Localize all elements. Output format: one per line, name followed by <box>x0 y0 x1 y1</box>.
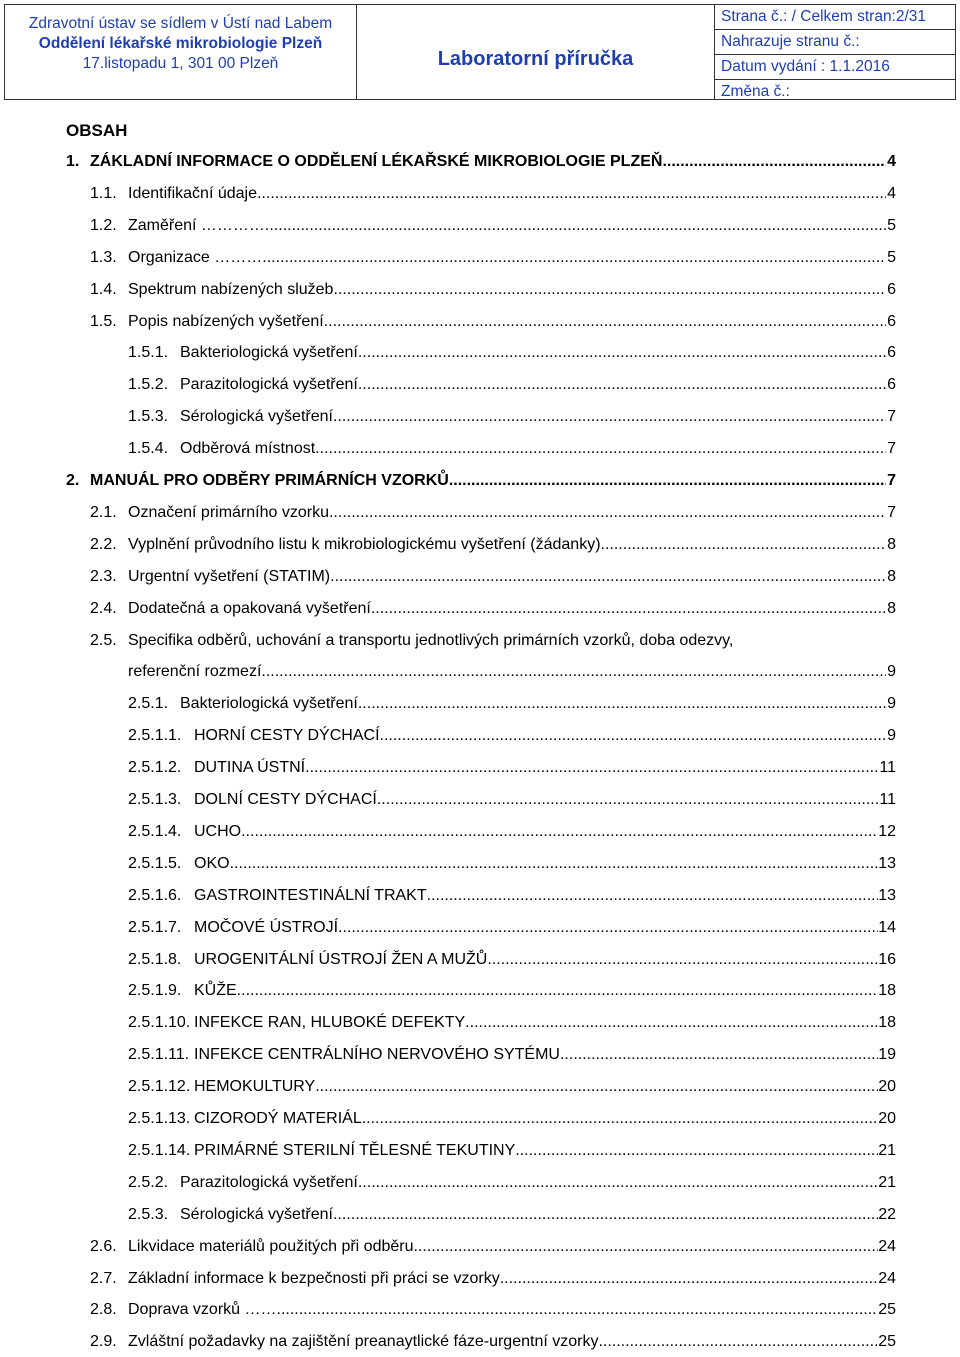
toc-entry[interactable] <box>128 434 896 464</box>
toc-entry-text: Specifika odběrů, uchování a transportu jednotlivých primárních vzorků, doba odezvy, <box>128 631 734 649</box>
toc-page-number: 4 <box>887 184 896 202</box>
toc-entry[interactable] <box>90 1295 896 1325</box>
toc-title: OBSAH <box>66 121 128 140</box>
toc-entry-number: 2.5.1.10. <box>128 1014 191 1032</box>
toc-page-number: 13 <box>878 886 896 904</box>
toc-entry[interactable] <box>128 753 896 783</box>
toc-entry-number: 2.5.1.6. <box>128 886 182 904</box>
toc-entry-number: 2.5.1.14. <box>128 1141 191 1159</box>
toc-entry-number: 1.5.4. <box>128 440 169 458</box>
toc-entry[interactable] <box>66 466 896 496</box>
toc-leader-dots <box>330 562 886 592</box>
toc-entry[interactable] <box>128 1200 896 1230</box>
toc-leader-dots <box>413 1232 878 1262</box>
toc-leader-dots <box>270 179 886 209</box>
toc-leader-dots <box>601 530 886 560</box>
toc-page-number: 24 <box>878 1237 896 1255</box>
toc-leader-dots <box>662 147 886 177</box>
toc-entry[interactable] <box>90 211 896 241</box>
toc-entry-text: Zaměření …………. <box>128 216 270 234</box>
toc-entry-text: referenční rozmezí.. <box>128 663 271 681</box>
meta-page-count: Strana č.: / Celkem stran:2/31 <box>715 5 955 30</box>
toc-leader-dots <box>338 913 878 943</box>
toc-page-number: 22 <box>878 1205 896 1223</box>
toc-entry-text: UCHO <box>194 822 242 840</box>
toc-entry[interactable] <box>90 530 896 560</box>
toc-entry-text: OKO <box>194 854 230 872</box>
toc-entry-number: 1.4. <box>90 280 117 298</box>
toc-entry[interactable] <box>128 657 896 687</box>
toc-entry[interactable] <box>66 147 896 177</box>
toc-page-number: 25 <box>878 1301 896 1319</box>
toc-leader-dots <box>267 243 886 273</box>
toc-page-number: 20 <box>878 1078 896 1096</box>
toc-page-number: 25 <box>878 1333 896 1351</box>
toc-entry[interactable] <box>128 785 896 815</box>
toc-entry[interactable] <box>128 689 896 719</box>
toc-entry-number: 2.5.1.2. <box>128 759 182 777</box>
toc-entry-text: Popis nabízených vyšetření <box>128 312 324 330</box>
toc-entry-text: INFEKCE CENTRÁLNÍHO NERVOVÉHO SYTÉMU <box>194 1046 560 1064</box>
toc-entry[interactable] <box>90 594 896 624</box>
toc-entry[interactable] <box>128 721 896 751</box>
toc-leader-dots <box>358 370 886 400</box>
toc-leader-dots <box>270 657 886 687</box>
toc-page-number: 8 <box>887 599 896 617</box>
toc-entry-number: 2.5.1.13. <box>128 1110 191 1127</box>
toc-leader-dots <box>358 689 886 719</box>
toc-entry-number: 1.2. <box>90 216 117 234</box>
toc-entry-number: 2.5.1.1. <box>128 727 182 745</box>
toc-entry-number: 1.1. <box>90 184 117 202</box>
toc-page-number: 5 <box>887 248 896 266</box>
toc-page-number: 6 <box>887 376 896 394</box>
toc-leader-dots <box>358 338 886 368</box>
toc-entry-number: 2.5.1.12. <box>128 1078 191 1096</box>
toc-leader-dots <box>315 1072 878 1102</box>
toc-leader-dots <box>358 1168 878 1198</box>
toc-leader-dots <box>305 753 879 783</box>
toc-entry-text: MANUÁL PRO ODBĚRY PRIMÁRNÍCH VZORKŮ <box>90 472 449 489</box>
toc-entry[interactable] <box>90 1327 896 1357</box>
toc-leader-dots <box>449 466 886 496</box>
toc-leader-dots <box>598 1327 878 1357</box>
toc-page-number: 21 <box>878 1141 896 1159</box>
toc-page-number: 11 <box>879 759 896 777</box>
toc-page-number: 12 <box>878 822 896 840</box>
toc-entry-text: DUTINA ÚSTNÍ <box>194 759 306 777</box>
institution-name: Zdravotní ústav se sídlem v Ústí nad Labem <box>28 15 333 32</box>
toc-leader-dots <box>465 1008 878 1038</box>
toc-entry-text: Odběrová místnost <box>180 440 316 458</box>
toc-entry-text: Dodatečná a opakovaná vyšetření <box>128 599 371 617</box>
toc-page-number: 11 <box>879 791 896 808</box>
toc-entry-text: PRIMÁRNÉ STERILNÍ TĚLESNÉ TEKUTINY <box>194 1141 516 1159</box>
toc-entry[interactable] <box>128 338 896 368</box>
toc-page-number: 14 <box>878 918 896 936</box>
toc-entry-text: Označení primárního vzorku <box>128 503 329 521</box>
toc-entry-number: 1.3. <box>90 248 117 266</box>
toc-page-number: 4 <box>887 153 896 170</box>
header-title-cell <box>357 5 715 99</box>
toc-entry-text: INFEKCE RAN, HLUBOKÉ DEFEKTY <box>194 1014 466 1032</box>
toc-entry-text: Bakteriologická vyšetření <box>180 344 358 362</box>
toc-leader-dots <box>333 1200 878 1230</box>
toc-page-number: 18 <box>878 1014 896 1032</box>
toc-leader-dots <box>515 1136 878 1166</box>
toc-page-number: 19 <box>878 1046 896 1064</box>
toc-page-number: 7 <box>887 408 896 426</box>
toc-entry-text: Bakteriologická vyšetření <box>180 695 358 713</box>
document-title: Laboratorní příručka <box>437 47 634 70</box>
toc-entry[interactable] <box>90 179 896 209</box>
toc-page-number: 7 <box>887 503 896 521</box>
toc-entry-text: Parazitologická vyšetření <box>180 1173 358 1191</box>
toc-entry[interactable] <box>128 913 896 943</box>
toc-entry-number: 2.5.3. <box>128 1205 169 1223</box>
toc-leader-dots <box>329 498 886 528</box>
toc-leader-dots <box>362 1104 878 1134</box>
toc-leader-dots <box>380 721 886 751</box>
toc-leader-dots <box>241 817 878 847</box>
toc-entry-number: 2.1. <box>90 503 117 521</box>
department-address: 17.listopadu 1, 301 00 Plzeň <box>82 55 279 72</box>
toc-leader-dots <box>377 785 880 815</box>
toc-leader-dots <box>371 594 886 624</box>
toc-entry-text: GASTROINTESTINÁLNÍ TRAKT <box>194 886 427 904</box>
toc-entry[interactable] <box>90 498 896 528</box>
toc-page-number: 7 <box>887 472 896 489</box>
toc-entry-number: 2.8. <box>90 1301 117 1319</box>
toc-entry-text: HORNÍ CESTY DÝCHACÍ <box>194 727 380 745</box>
toc-entry-text: Zvláštní požadavky na zajištění preanaytlické fáze-urgentní vzorky <box>128 1333 599 1351</box>
toc-entry-number: 1.5.1. <box>128 344 169 362</box>
toc-entry-number: 2.5.1.4. <box>128 822 182 840</box>
toc-entry-text: Doprava vzorků …….. <box>128 1301 286 1319</box>
toc-leader-dots <box>269 211 886 241</box>
toc-leader-dots <box>427 881 879 911</box>
meta-change-number: Změna č.: <box>721 83 790 100</box>
toc-entry-number: 2.5.1.9. <box>128 982 182 1000</box>
toc-entry-number: 2.5.2. <box>128 1173 169 1191</box>
toc-entry-text: Identifikační údaje... <box>128 184 271 202</box>
toc-entry[interactable] <box>128 1040 896 1070</box>
toc-entry-number: 1.5. <box>90 312 117 330</box>
toc-entry[interactable] <box>128 976 896 1006</box>
toc-entry[interactable] <box>128 849 896 879</box>
toc-entry-text: Základní informace k bezpečnosti při práci se vzorky <box>128 1269 500 1287</box>
toc-entry-text: UROGENITÁLNÍ ÚSTROJÍ ŽEN A MUŽŮ <box>194 950 488 968</box>
header-meta <box>715 5 955 99</box>
toc-entry[interactable] <box>128 1072 896 1102</box>
toc-entry[interactable] <box>128 1104 896 1134</box>
department-name: Oddělení lékařské mikrobiologie Plzeň <box>38 35 323 52</box>
toc-entry-text: Organizace ………. <box>128 248 267 266</box>
toc-entry-number: 2.5.1.8. <box>128 950 182 968</box>
toc-page-number: 20 <box>878 1110 896 1127</box>
toc-entry-number: 1.5.2. <box>128 376 169 394</box>
toc-entry-number: 2.5.1.7. <box>128 918 182 936</box>
toc-page-number: 6 <box>887 344 896 362</box>
toc-page-number: 21 <box>878 1173 896 1191</box>
toc-page-number: 9 <box>887 695 896 713</box>
toc-leader-dots <box>560 1040 878 1070</box>
toc-leader-dots <box>315 434 886 464</box>
toc-entry[interactable] <box>128 881 896 911</box>
toc-page-number: 8 <box>887 535 896 553</box>
toc-entry-number: 2. <box>66 472 80 489</box>
toc-entry-text: Spektrum nabízených služeb <box>128 280 334 298</box>
toc-entry[interactable] <box>128 1136 896 1166</box>
toc-entry[interactable] <box>90 243 896 273</box>
toc-entry-number: 1. <box>66 153 80 170</box>
toc-page-number: 5 <box>887 216 896 234</box>
toc-entry-number: 2.9. <box>90 1333 117 1351</box>
toc-entry-number: 1.5.3. <box>128 408 169 426</box>
toc-page-number: 16 <box>878 950 896 968</box>
toc-leader-dots <box>500 1264 878 1294</box>
toc-page-number: 13 <box>878 854 896 872</box>
toc-entry-text: Sérologická vyšetření <box>180 408 333 426</box>
toc-entry-text: DOLNÍ CESTY DÝCHACÍ <box>194 791 377 808</box>
toc-entry-text: Parazitologická vyšetření <box>180 376 358 394</box>
toc-entry[interactable] <box>90 1264 896 1294</box>
toc-entry-text: Vyplnění průvodního listu k mikrobiologickému vyšetření (žádanky) <box>128 535 601 553</box>
toc-entry-number: 2.7. <box>90 1269 117 1287</box>
header-institution <box>5 5 357 99</box>
toc-entry-number: 2.4. <box>90 599 117 617</box>
toc-entry[interactable] <box>90 562 896 592</box>
toc-entry[interactable] <box>90 1232 896 1262</box>
toc-entry[interactable] <box>90 275 896 305</box>
toc-entry-number: 2.3. <box>90 567 117 585</box>
toc-leader-dots <box>324 307 886 337</box>
toc-page-number: 8 <box>887 567 896 585</box>
toc-entry[interactable] <box>128 402 896 432</box>
toc-page-number: 9 <box>887 727 896 745</box>
toc-entry[interactable] <box>128 1008 896 1038</box>
toc-entry-text: ZÁKLADNÍ INFORMACE O ODDĚLENÍ LÉKAŘSKÉ MIKROBIOLOGIE PLZEŇ <box>90 153 663 170</box>
toc-page-number: 7 <box>887 440 896 458</box>
document-header <box>4 4 956 100</box>
toc-leader-dots <box>333 402 886 432</box>
toc-leader-dots <box>285 1295 878 1325</box>
toc-leader-dots <box>230 849 879 879</box>
toc-entry-number: 2.6. <box>90 1237 117 1255</box>
toc-page-number: 6 <box>887 312 896 330</box>
toc-entry[interactable] <box>90 626 896 656</box>
toc-entry-text: MOČOVÉ ÚSTROJÍ <box>194 918 339 936</box>
toc-entry[interactable] <box>128 1168 896 1198</box>
toc-entry-number: 2.5.1. <box>128 695 169 713</box>
meta-replaces-page: Nahrazuje stranu č.: <box>715 30 955 55</box>
toc-entry[interactable] <box>128 945 896 975</box>
toc-entry-number: 2.5. <box>90 631 117 649</box>
toc-entry-number: 2.5.1.5. <box>128 854 182 872</box>
toc-entry-text: CIZORODÝ MATERIÁL <box>194 1110 362 1127</box>
toc-entry-text: Sérologická vyšetření <box>180 1205 333 1223</box>
toc-entry-number: 2.5.1.11. <box>128 1046 190 1064</box>
toc-leader-dots <box>333 275 886 305</box>
toc-entry[interactable] <box>128 370 896 400</box>
toc-entry-text: Likvidace materiálů použitých při odběru <box>128 1237 414 1255</box>
toc-entry[interactable] <box>90 307 896 337</box>
toc-entry-text: Urgentní vyšetření (STATIM) <box>128 567 331 585</box>
toc-entry-number: 2.2. <box>90 535 117 553</box>
toc-leader-dots <box>237 976 879 1006</box>
toc-entry[interactable] <box>128 817 896 847</box>
toc-entry-number: 2.5.1.3. <box>128 791 182 808</box>
toc-page-number: 9 <box>887 663 896 681</box>
meta-issue-date: Datum vydání : 1.1.2016 <box>715 55 955 80</box>
toc-page-number: 24 <box>878 1269 896 1287</box>
toc-page-number: 6 <box>887 280 896 298</box>
toc-page-number: 18 <box>878 982 896 1000</box>
toc-leader-dots <box>487 945 878 975</box>
toc-entry-text: HEMOKULTURY <box>194 1078 316 1096</box>
toc-entry-text: KŮŽE <box>194 982 237 1000</box>
